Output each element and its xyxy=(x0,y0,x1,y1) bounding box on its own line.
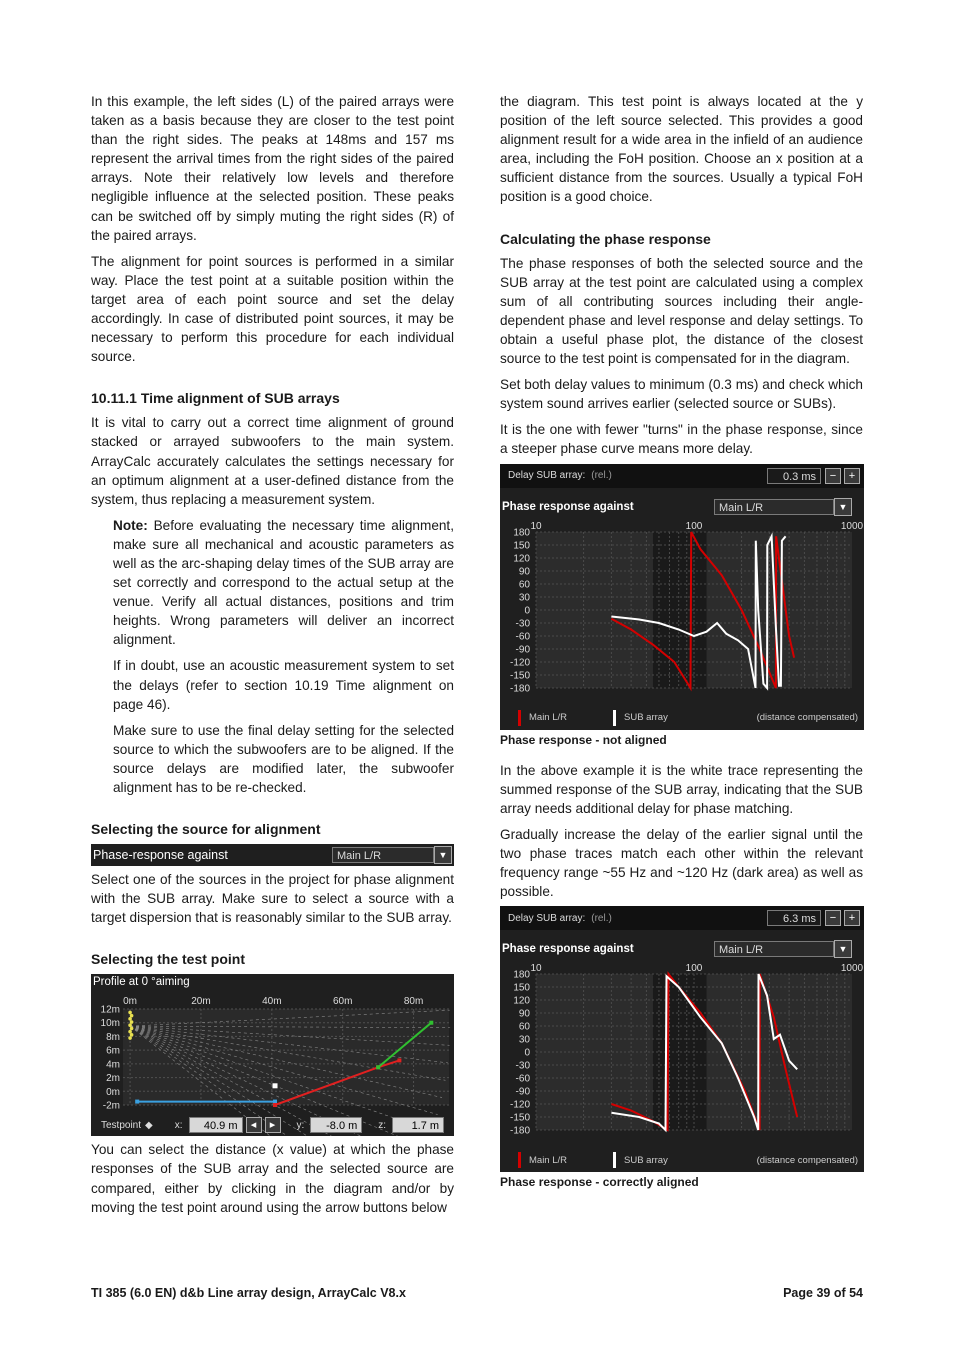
y-tick-label: -120 xyxy=(509,1099,530,1111)
y-tick-label: 2m xyxy=(106,1073,120,1085)
testpoint-marker[interactable] xyxy=(273,1084,278,1089)
phase-title-row xyxy=(500,496,864,518)
profile-point xyxy=(135,1100,139,1104)
paragraph: the diagram. This test point is always located at the y position of the left source selected. This provides a good alignment result for a wide area in the infield of an audience area, including the FoH position. Choose an x position at a sufficient distance from the sources. Usually a typical FoH position is a good choice. xyxy=(500,94,863,205)
legend-note: (distance compensated) xyxy=(756,712,858,723)
array-cabinet xyxy=(128,1011,132,1015)
section-heading: Selecting the source for alignment xyxy=(91,821,321,838)
y-value-field[interactable]: -8.0 m xyxy=(310,1117,362,1133)
source-selector-label: Phase-response against xyxy=(93,848,228,863)
legend-swatch-main xyxy=(518,710,521,726)
rel-label: (rel.) xyxy=(591,912,612,924)
x-tick-label: 40m xyxy=(262,996,282,1008)
delay-value-field[interactable]: 6.3 ms xyxy=(767,910,821,926)
y-tick-label: -60 xyxy=(515,1073,530,1085)
increase-delay-button[interactable]: + xyxy=(844,910,860,926)
phase-plot[interactable] xyxy=(500,960,864,1150)
chevron-down-icon[interactable]: ▼ xyxy=(834,940,852,958)
source-dropdown[interactable]: Main L/R xyxy=(332,847,434,863)
y-tick-label: 8m xyxy=(106,1032,120,1044)
source-dropdown[interactable]: Main L/R xyxy=(714,941,834,957)
phase-widget-aligned xyxy=(500,906,864,1172)
note-text: Before evaluating the necessary time alignment, make sure all mechanical and acoustic parameters as well as the arc-shaping delay times of the SUB array are set correctly and correspond to the actual setup at the venue. Verify all actual distances, positions and trim heights. Wrong parameters will deliver an incorrect alignment. xyxy=(113,517,454,648)
y-tick-label: 60 xyxy=(518,579,530,590)
y-tick-label: 60 xyxy=(518,1021,530,1033)
y-tick-label: 150 xyxy=(513,540,530,551)
decrease-delay-button[interactable]: − xyxy=(825,910,841,926)
profile-widget xyxy=(91,974,454,1136)
legend-note: (distance compensated) xyxy=(756,1154,858,1166)
y-tick-label: 90 xyxy=(518,566,530,577)
legend xyxy=(500,708,864,728)
note-label: Note: xyxy=(113,517,148,533)
paragraph: The alignment for point sources is performed in a similar way. Place the test point at a suitable position within the target area of each point source and set the delay accordingly. In case of distributed point sources, it may be necessary to perform this procedure for each individual source. xyxy=(91,253,454,365)
array-cabinet xyxy=(130,1021,134,1025)
y-tick-label: -60 xyxy=(515,631,530,642)
y-tick-label: 6m xyxy=(106,1046,120,1058)
y-tick-label: -180 xyxy=(509,683,530,694)
legend-sub-label: SUB array xyxy=(624,712,668,723)
right-column xyxy=(500,92,863,1203)
left-column xyxy=(91,92,454,1224)
y-tick-label: 12m xyxy=(100,1004,120,1016)
profile-point xyxy=(273,1103,277,1107)
y-tick-label: -30 xyxy=(515,1060,530,1072)
increase-delay-button[interactable]: + xyxy=(844,468,860,484)
rel-label: (rel.) xyxy=(591,470,612,481)
profile-point xyxy=(376,1066,380,1070)
delay-label: Delay SUB array: xyxy=(508,470,586,481)
y-tick-label: 10m xyxy=(100,1018,120,1030)
x-tick-label: 10 xyxy=(530,520,542,532)
y-tick-label: -30 xyxy=(515,618,530,629)
y-tick-label: 180 xyxy=(513,969,530,981)
y-tick-label: -150 xyxy=(509,1112,530,1124)
x-tick-label: 0m xyxy=(123,996,138,1008)
paragraph: Set both delay values to minimum (0.3 ms) and check which system sound arrives earlier (selected source or SUBs). xyxy=(500,377,863,412)
footer-document-title: TI 385 (6.0 EN) d&b Line array design, ArrayCalc V8.x xyxy=(91,1286,406,1300)
legend-main-label: Main L/R xyxy=(529,1154,568,1166)
y-tick-label: 120 xyxy=(513,995,530,1007)
x-value-field[interactable]: 40.9 m xyxy=(189,1117,243,1133)
testpoint-label: Testpoint xyxy=(101,1119,142,1131)
x-tick-label: 1000 xyxy=(840,963,864,975)
x-tick-label: 20m xyxy=(191,996,211,1008)
paragraph: In this example, the left sides (L) of the paired arrays were taken as a basis because they are closer to the test point than the right sides. The peaks at 148ms and 157 ms represent the arrival times from the right sides of the paired arrays. Note their relatively low levels and therefore negligible influence at the selected position. These peaks can be switched off by simply muting the right sides (R) of the paired arrays. xyxy=(91,94,454,243)
array-cabinet xyxy=(130,1033,134,1037)
legend-swatch-main xyxy=(518,1152,521,1168)
paragraph: The phase responses of both the selected source and the SUB array at the test point are calculated using a complex sum of all contributing sources including their angle-dependent phase and level response and delay settings. To obtain a useful phase plot, the distance of the closest source to the test point is compensated for in the diagram. xyxy=(500,255,863,367)
array-cabinet xyxy=(128,1037,132,1041)
delay-bar xyxy=(500,906,864,930)
chevron-down-icon[interactable]: ▼ xyxy=(434,846,452,864)
y-tick-label: 180 xyxy=(513,527,530,538)
array-cabinet xyxy=(128,1017,132,1021)
delay-label: Delay SUB array: xyxy=(508,912,586,924)
y-tick-label: -150 xyxy=(509,670,530,681)
y-tick-label: 30 xyxy=(518,592,530,603)
y-tick-label: -180 xyxy=(509,1125,530,1137)
y-tick-label: -90 xyxy=(515,1086,530,1098)
delay-value-field[interactable]: 0.3 ms xyxy=(767,468,821,484)
y-tick-label: -90 xyxy=(515,644,530,655)
legend-sub-label: SUB array xyxy=(624,1154,668,1166)
page-footer xyxy=(91,1286,863,1300)
y-tick-label: -120 xyxy=(509,657,530,668)
profile-point xyxy=(397,1059,401,1063)
z-value-field[interactable]: 1.7 m xyxy=(392,1117,444,1133)
paragraph: It is the one with fewer "turns" in the phase response, since a steeper phase curve means more delay. xyxy=(500,422,863,457)
profile-plot[interactable] xyxy=(91,974,454,1136)
note-block xyxy=(113,516,454,797)
chevron-down-icon[interactable]: ▼ xyxy=(834,498,852,516)
array-cabinet xyxy=(128,1030,132,1034)
legend-swatch-sub xyxy=(613,1152,616,1168)
legend-main-label: Main L/R xyxy=(529,712,568,723)
profile-point xyxy=(273,1100,277,1104)
delay-bar xyxy=(500,464,864,488)
x-tick-label: 60m xyxy=(332,996,353,1008)
profile-plot-area xyxy=(123,1009,449,1105)
phase-title-row xyxy=(500,938,864,960)
arrow-right-button[interactable]: ▸ xyxy=(265,1117,281,1133)
paragraph: Select one of the sources in the project for phase alignment with the SUB array. Make sure to select a source with a target dispersion that is reasonably similar to the SUB array. xyxy=(91,872,454,926)
phase-title: Phase response against xyxy=(502,943,634,956)
source-dropdown[interactable]: Main L/R xyxy=(714,499,834,515)
y-tick-label: 0 xyxy=(524,605,530,616)
note-paragraph: If in doubt, use an acoustic measurement system to set the delays (refer to section 10.19 Time alignment on page 46). xyxy=(113,658,454,712)
array-cabinet xyxy=(130,1014,134,1018)
x-tick-label: 80m xyxy=(403,996,424,1008)
x-tick-label: 100 xyxy=(685,520,703,532)
figure-caption: Phase response - correctly aligned xyxy=(500,1175,699,1190)
y-tick-label: 120 xyxy=(513,553,530,564)
profile-title: Profile at 0 °aiming xyxy=(93,976,190,989)
section-heading: Calculating the phase response xyxy=(500,230,711,247)
z-label: z: xyxy=(378,1119,387,1131)
phase-widget-not-aligned xyxy=(500,464,864,730)
section-heading: 10.11.1 Time alignment of SUB arrays xyxy=(91,390,340,407)
legend-swatch-sub xyxy=(613,710,616,726)
x-label: x: xyxy=(174,1119,183,1131)
source-selector-widget xyxy=(91,844,454,866)
x-tick-label: 100 xyxy=(685,963,703,975)
paragraph: It is vital to carry out a correct time alignment of ground stacked or arrayed subwoofers to the main system. ArrayCalc accurately calculates the settings necessary for an optimum alignment at a user-defined distance from the system, thus replacing a measurement system. xyxy=(91,415,454,507)
arrow-left-button[interactable]: ◂ xyxy=(246,1117,262,1133)
paragraph: Gradually increase the delay of the earlier signal until the two phase traces match each other within the relevant frequency range ~55 Hz and ~120 Hz (dark area) as well as possible. xyxy=(500,826,863,900)
y-tick-label: 4m xyxy=(106,1059,120,1071)
phase-title: Phase response against xyxy=(502,500,634,513)
testpoint-controls xyxy=(91,1115,454,1135)
note-paragraph xyxy=(113,516,454,650)
y-tick-label: 90 xyxy=(518,1008,530,1020)
paragraph: In the above example it is the white trace representing the summed response of the SUB array, indicating that the SUB array needs additional delay for phase matching. xyxy=(500,762,863,816)
y-tick-label: 30 xyxy=(518,1034,530,1046)
testpoint-diamond-icon: ◆ xyxy=(145,1119,153,1131)
array-cabinet xyxy=(130,1027,134,1031)
y-label: y: xyxy=(296,1119,305,1131)
note-paragraph: Make sure to use the final delay setting for the selected source to which the subwoofers are to be aligned. If the source delays are modified later, the subwoofer alignment has to be re-checked. xyxy=(113,722,454,795)
footer-page-number: Page 39 of 54 xyxy=(783,1286,863,1300)
x-tick-label: 10 xyxy=(530,963,542,975)
phase-plot[interactable] xyxy=(500,518,864,708)
paragraph: You can select the distance (x value) at which the phase responses of the SUB array and the selected source are compared, either by clicking in the diagram and/or by moving the test point around using the arrow buttons below xyxy=(91,1142,454,1215)
profile-point xyxy=(429,1021,433,1025)
y-tick-label: 150 xyxy=(513,982,530,994)
y-tick-label: -2m xyxy=(102,1100,120,1112)
figure-caption: Phase response - not aligned xyxy=(500,732,667,747)
x-tick-label: 1000 xyxy=(840,520,864,532)
section-heading: Selecting the test point xyxy=(91,951,246,968)
legend xyxy=(500,1150,864,1170)
array-cabinet xyxy=(128,1024,132,1028)
y-tick-label: 0 xyxy=(524,1047,530,1059)
decrease-delay-button[interactable]: − xyxy=(825,468,841,484)
y-tick-label: 0m xyxy=(106,1087,120,1099)
